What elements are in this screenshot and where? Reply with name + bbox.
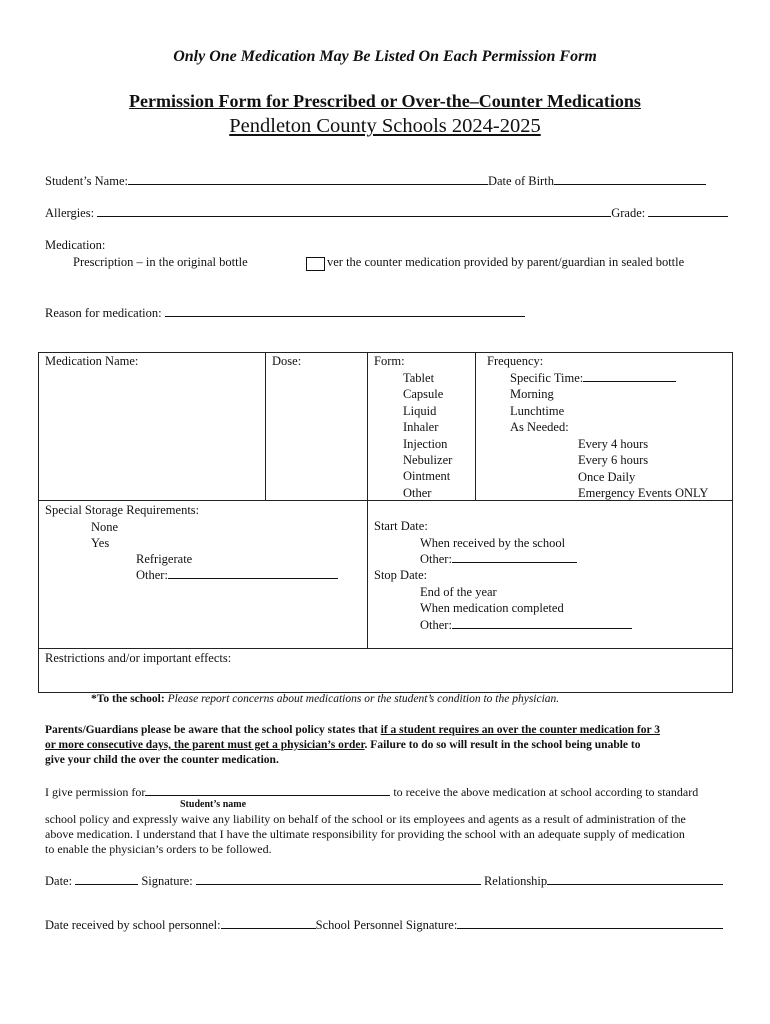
as-needed-options [578, 436, 708, 502]
stop-date-label: Stop Date: [374, 568, 428, 582]
form-option-capsule[interactable]: Capsule [403, 387, 444, 402]
dob-field[interactable] [554, 173, 706, 185]
storage-options [91, 519, 118, 552]
otc-checkbox[interactable] [306, 257, 325, 271]
allergies-row [45, 205, 728, 221]
form-option-injection[interactable]: Injection [403, 436, 448, 451]
storage-yes-options [136, 551, 338, 584]
permission-row [45, 784, 698, 800]
form-options [403, 370, 452, 501]
permission-line2: school policy and expressly waive any liability on behalf of the school or its employees and agents as a result of administration of the [45, 812, 686, 826]
storage-other-field[interactable] [168, 567, 338, 579]
dose-label: Dose: [272, 354, 302, 368]
form-option-other[interactable]: Other [403, 485, 432, 500]
divider [38, 648, 732, 649]
start-other-field[interactable] [452, 551, 577, 563]
date-field[interactable] [75, 873, 138, 885]
student-name-row [45, 173, 706, 189]
permission-line3: above medication. I understand that I have the ultimate responsibility for providing the school with an adequate supply of medication [45, 827, 685, 841]
form-option-inhaler[interactable]: Inhaler [403, 420, 439, 435]
permission-line4: to enable the physician’s orders to be followed. [45, 842, 272, 856]
signature-row [45, 873, 723, 889]
form-label: Form: [374, 354, 405, 368]
medication-name-label: Medication Name: [45, 354, 139, 368]
school-note-text: Please report concerns about medications or the student’s condition to the physician. [167, 693, 560, 705]
relationship-field[interactable] [547, 873, 723, 885]
storage-other-option[interactable]: Other: [136, 568, 168, 583]
form-option-liquid[interactable]: Liquid [403, 403, 437, 418]
student-name-field[interactable] [128, 173, 488, 185]
stop-end-year-option[interactable]: End of the year [420, 585, 497, 599]
personnel-signature-field[interactable] [457, 917, 723, 929]
specific-time-field[interactable] [583, 370, 676, 382]
refrigerate-option[interactable]: Refrigerate [136, 552, 193, 566]
medication-label: Medication: [45, 238, 106, 252]
grade-label: Grade: [611, 206, 646, 220]
page-subtitle: Pendleton County Schools 2024-2025 [229, 115, 541, 137]
grade-field[interactable] [648, 205, 728, 217]
student-name-caption: Student’s name [180, 799, 247, 810]
student-name-label: Student’s Name: [45, 174, 128, 188]
reason-label: Reason for medication: [45, 306, 162, 320]
start-when-received-option[interactable]: When received by the school [420, 536, 566, 550]
policy-line3: give your child the over the counter medication. [45, 754, 279, 766]
permission-student-field[interactable] [145, 784, 390, 796]
emergency-events-option[interactable]: Emergency Events ONLY [578, 486, 709, 501]
reason-field[interactable] [165, 305, 525, 317]
school-note [91, 693, 559, 705]
restrictions-label: Restrictions and/or important effects: [45, 651, 232, 665]
allergies-field[interactable] [97, 205, 611, 217]
morning-option[interactable]: Morning [510, 387, 554, 402]
personnel-signature-label: School Personnel Signature: [315, 918, 458, 932]
dob-label: Date of Birth [487, 174, 554, 188]
stop-other-field[interactable] [452, 617, 632, 629]
lunchtime-option[interactable]: Lunchtime [510, 403, 565, 418]
storage-yes-option[interactable]: Yes [91, 536, 110, 551]
specific-time-option[interactable]: Specific Time: [510, 371, 584, 385]
policy-line2-underlined: or more consecutive days, the parent must get a physician’s order [45, 739, 365, 751]
permission-lead: I give permission for [45, 785, 146, 799]
divider [475, 352, 476, 500]
signature-field[interactable] [196, 873, 481, 885]
stop-other-option[interactable]: Other: [420, 617, 452, 632]
policy-line1: Parents/Guardians please be aware that the school policy states that [45, 724, 381, 736]
every-4-hours-option[interactable]: Every 4 hours [578, 437, 649, 451]
form-option-nebulizer[interactable]: Nebulizer [403, 453, 453, 468]
form-option-tablet[interactable]: Tablet [403, 371, 435, 385]
otc-option: ver the counter medication provided by parent/guardian in sealed bottle [327, 255, 685, 269]
stop-completed-option[interactable]: When medication completed [420, 601, 564, 616]
signature-label: Signature: [141, 874, 193, 888]
form-option-ointment[interactable]: Ointment [403, 469, 451, 484]
storage-label: Special Storage Requirements: [45, 503, 200, 517]
frequency-label: Frequency: [487, 354, 544, 368]
policy-line2: . Failure to do so will result in the school being unable to [364, 739, 641, 751]
policy-line1-underlined: if a student requires an over the counter medication for 3 [380, 724, 661, 736]
frequency-options [510, 370, 676, 436]
policy-paragraph [45, 723, 660, 768]
permission-paragraph [45, 812, 686, 857]
page-title: Permission Form for Prescribed or Over-the–Counter Medications [129, 91, 641, 111]
allergies-label: Allergies: [45, 206, 95, 220]
date-label: Date: [45, 874, 73, 888]
start-date-label: Start Date: [374, 519, 428, 533]
school-note-lead: *To the school: [91, 693, 165, 705]
school-receipt-row [45, 917, 723, 933]
start-other-option[interactable]: Other: [420, 552, 452, 567]
prescription-option: Prescription – in the original bottle [73, 255, 248, 269]
received-date-field[interactable] [221, 917, 316, 929]
permission-tail: to receive the above medication at school according to standard [393, 785, 699, 799]
reason-row [45, 305, 525, 321]
every-6-hours-option[interactable]: Every 6 hours [578, 453, 649, 468]
stop-date-options [420, 584, 632, 633]
storage-none-option[interactable]: None [91, 520, 119, 534]
divider [265, 352, 266, 500]
notice: Only One Medication May Be Listed On Each Permission Form [173, 48, 597, 65]
received-date-label: Date received by school personnel: [45, 918, 221, 932]
start-date-options [420, 535, 577, 568]
relationship-label: Relationship [483, 874, 548, 888]
once-daily-option[interactable]: Once Daily [578, 469, 636, 484]
as-needed-option[interactable]: As Needed: [510, 420, 569, 435]
